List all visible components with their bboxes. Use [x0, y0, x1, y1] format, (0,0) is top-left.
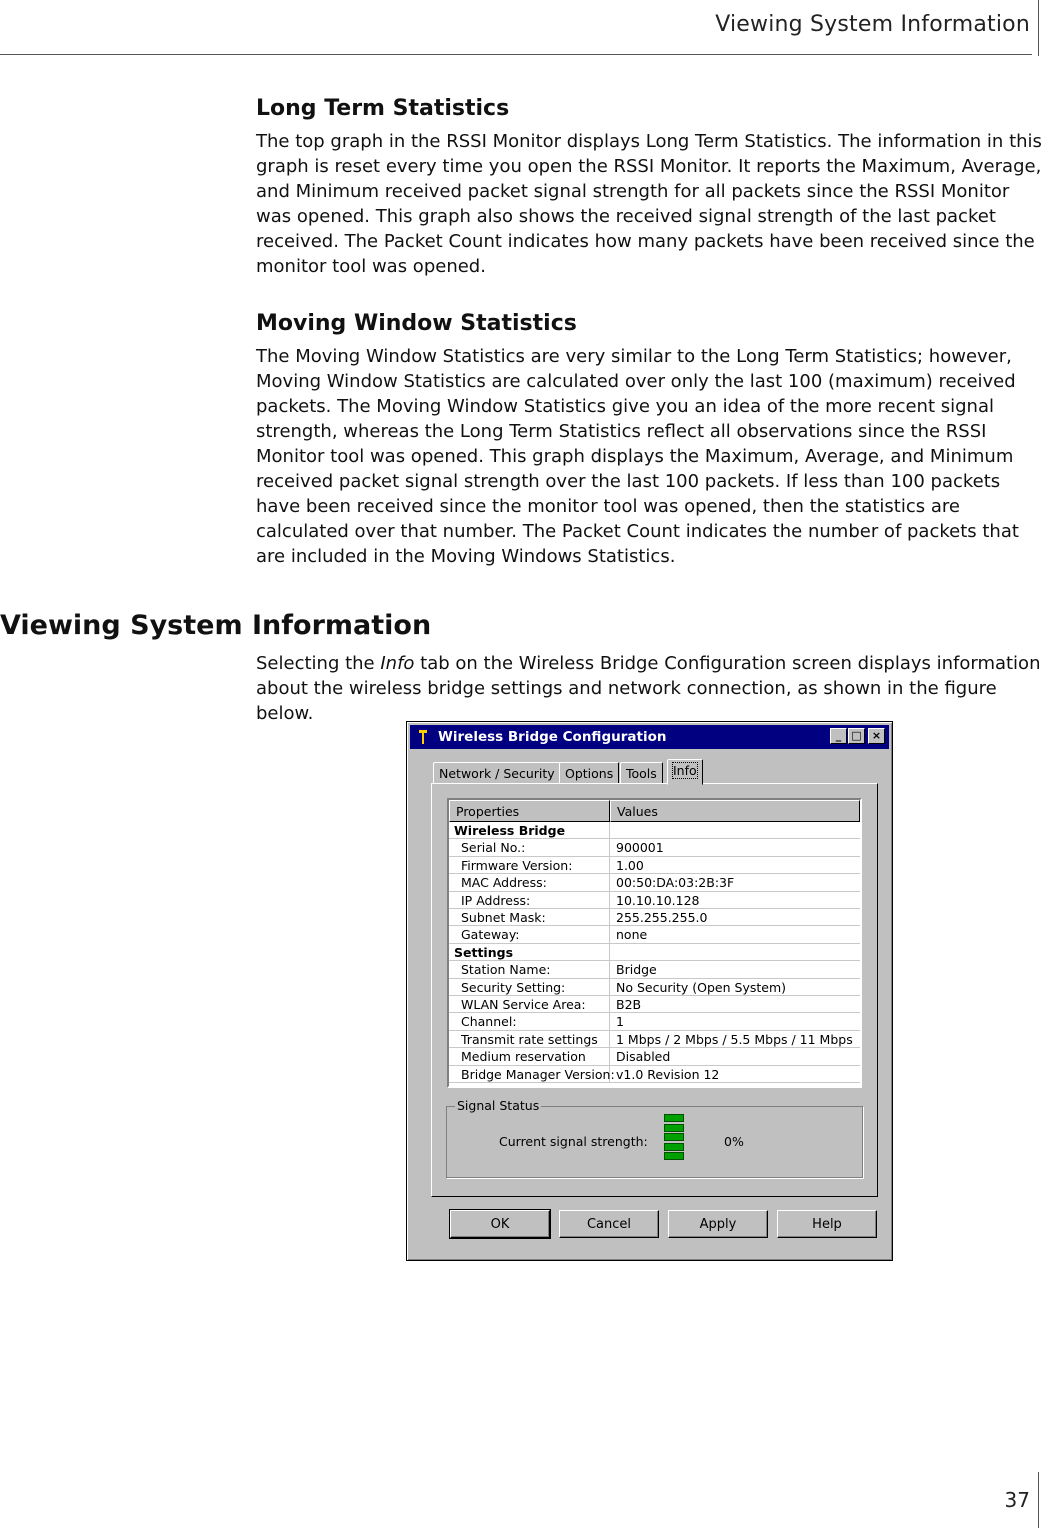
antenna-icon — [418, 729, 428, 745]
value-cell: 1 — [616, 1014, 624, 1030]
wireless-bridge-dialog — [406, 721, 893, 1261]
meter-segment — [664, 1124, 684, 1132]
list-row[interactable] — [449, 1031, 860, 1048]
long-term-section — [256, 96, 1046, 279]
moving-window-section — [256, 311, 1046, 569]
system-info-intro — [256, 651, 1046, 726]
ok-button[interactable]: OK — [450, 1210, 550, 1238]
signal-strength-label: Current signal strength: — [499, 1134, 648, 1149]
properties-list[interactable] — [447, 798, 862, 1088]
long-term-heading: Long Term Statistics — [256, 96, 510, 121]
list-header — [449, 800, 860, 822]
moving-window-heading: Moving Window Statistics — [256, 311, 577, 336]
minimize-button[interactable]: _ — [830, 728, 847, 744]
maximize-button[interactable]: □ — [848, 728, 865, 744]
value-cell: 10.10.10.128 — [616, 892, 700, 908]
column-divider — [609, 1013, 610, 1029]
property-cell: Wireless Bridge — [454, 823, 566, 838]
column-divider — [609, 926, 610, 942]
close-button[interactable]: × — [868, 728, 885, 744]
column-properties[interactable]: Properties — [449, 800, 610, 822]
system-info-paragraph — [256, 651, 1046, 726]
property-cell: Transmit rate settings — [461, 1031, 598, 1047]
property-cell: Serial No.: — [461, 840, 526, 856]
column-divider — [609, 874, 610, 890]
list-row[interactable] — [449, 979, 860, 996]
value-cell: 255.255.255.0 — [616, 910, 708, 925]
column-divider — [609, 944, 610, 960]
signal-strength-value: 0% — [724, 1134, 744, 1149]
property-cell: IP Address: — [461, 892, 531, 908]
tab-options[interactable]: Options — [559, 762, 619, 784]
property-cell: Subnet Mask: — [461, 910, 546, 925]
intro-after: tab on the Wireless Bridge Configuration screen displays information about the wireless bridge settings and network connection, as shown in the figure below. — [256, 653, 1041, 724]
system-info-heading: Viewing System Information — [0, 610, 432, 641]
meter-segment — [664, 1133, 684, 1141]
column-values[interactable]: Values — [610, 800, 860, 822]
tab-tools[interactable]: Tools — [620, 762, 663, 784]
property-cell: WLAN Service Area: — [461, 997, 586, 1012]
column-divider — [609, 822, 610, 838]
list-row[interactable] — [449, 909, 860, 926]
property-cell: Medium reservation — [461, 1049, 586, 1065]
signal-status-group — [446, 1098, 863, 1178]
property-cell: MAC Address: — [461, 875, 547, 891]
dialog-title: Wireless Bridge Configuration — [438, 729, 667, 745]
help-button[interactable]: Help — [777, 1210, 877, 1238]
property-cell: Bridge Manager Version: — [461, 1066, 615, 1082]
property-cell: Settings — [454, 944, 514, 960]
dialog-titlebar[interactable] — [410, 725, 889, 749]
meter-segment — [664, 1114, 684, 1122]
header-rule — [0, 54, 1032, 55]
column-divider — [609, 996, 610, 1012]
list-row[interactable] — [449, 1013, 860, 1030]
long-term-body: The top graph in the RSSI Monitor displays Long Term Statistics. The information in this graph is reset every time you open the RSSI Monitor. It reports the Maximum, Average, and Minimum received packet signal strength for all packets since the RSSI Monitor was opened. This graph also shows the received signal strength of the last packet received. The Packet Count indicates how many packets have been received since the monitor tool was opened. — [256, 131, 1042, 277]
column-divider — [609, 979, 610, 995]
signal-meter — [664, 1114, 684, 1170]
value-cell: Disabled — [616, 1049, 671, 1065]
column-divider — [609, 1031, 610, 1047]
column-divider — [609, 961, 610, 977]
header-tick — [1038, 0, 1039, 56]
column-divider — [609, 839, 610, 855]
intro-italic: Info — [380, 653, 415, 674]
list-row[interactable] — [449, 839, 860, 856]
list-row[interactable] — [449, 892, 860, 909]
list-row[interactable] — [449, 874, 860, 891]
value-cell: 00:50:DA:03:2B:3F — [616, 875, 735, 891]
list-group-row[interactable] — [449, 944, 860, 961]
property-cell: Security Setting: — [461, 979, 566, 995]
meter-segment — [664, 1143, 684, 1151]
moving-window-body: The Moving Window Statistics are very similar to the Long Term Statistics; however, Moving Window Statistics are calculated over only the last 100 (maximum) received packets. The Moving Window Statistics give you an idea of the more recent signal strength, whereas the Long Term Statistics reflect all observations since the RSSI Monitor tool was opened. This graph displays the Maximum, Average, and Minimum received packet signal strength over the last 100 packets. If less than 100 packets have been received since the monitor tool was opened, then the statistics are calculated over that number. The Packet Count indicates the number of packets that are included in the Moving Windows Statistics. — [256, 346, 1019, 567]
list-row[interactable] — [449, 961, 860, 978]
footer-tick — [1038, 1472, 1039, 1528]
column-divider — [609, 909, 610, 925]
list-row[interactable] — [449, 857, 860, 874]
apply-button[interactable]: Apply — [668, 1210, 768, 1238]
value-cell: v1.0 Revision 12 — [616, 1066, 720, 1082]
column-divider — [609, 892, 610, 908]
property-cell: Firmware Version: — [461, 857, 573, 873]
meter-segment — [664, 1152, 684, 1160]
signal-status-label: Signal Status — [457, 1098, 540, 1113]
value-cell: 1.00 — [616, 857, 644, 873]
column-divider — [609, 857, 610, 873]
info-panel — [431, 783, 878, 1197]
property-cell: Station Name: — [461, 962, 551, 978]
value-cell: Bridge — [616, 962, 657, 978]
list-row[interactable] — [449, 996, 860, 1013]
property-cell: Gateway: — [461, 927, 520, 943]
property-cell: Channel: — [461, 1014, 517, 1030]
intro-before: Selecting the — [256, 653, 381, 674]
value-cell: 900001 — [616, 840, 664, 856]
value-cell: No Security (Open System) — [616, 979, 787, 995]
list-row[interactable] — [449, 1048, 860, 1065]
cancel-button[interactable]: Cancel — [559, 1210, 659, 1238]
page-number: 37 — [1004, 1488, 1030, 1512]
running-header: Viewing System Information — [715, 12, 1030, 37]
value-cell: none — [616, 927, 648, 943]
list-row[interactable] — [449, 1066, 860, 1083]
list-row[interactable] — [449, 926, 860, 943]
value-cell: B2B — [616, 997, 642, 1012]
column-divider — [609, 1048, 610, 1064]
tab-network-security[interactable]: Network / Security — [433, 762, 561, 784]
tab-info[interactable]: Info — [667, 759, 703, 785]
list-group-row[interactable] — [449, 822, 860, 839]
value-cell: 1 Mbps / 2 Mbps / 5.5 Mbps / 11 Mbps — [616, 1031, 853, 1047]
